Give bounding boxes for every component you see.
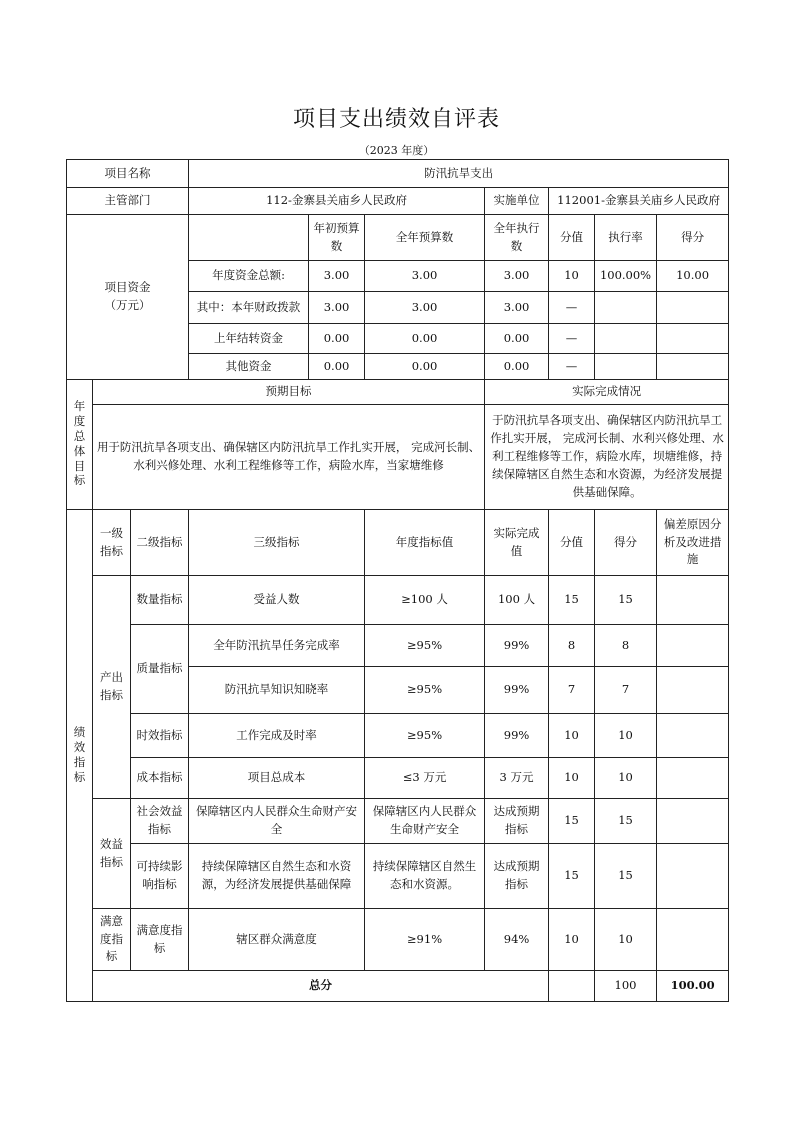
funds-label — [67, 215, 189, 380]
unit-label: 实施单位 — [485, 188, 549, 215]
funds-row-annual: 0.00 — [365, 354, 485, 380]
deviation-cell — [657, 799, 729, 844]
funds-row-rate — [595, 324, 657, 354]
indicator-row — [67, 799, 729, 844]
score-value-cell: 15 — [549, 576, 595, 625]
project-name-value: 防汛抗旱支出 — [189, 160, 729, 188]
indicator-row — [67, 758, 729, 799]
header-target: 年度指标值 — [365, 510, 485, 576]
level2-cell: 质量指标 — [131, 625, 189, 714]
score-value-cell: 15 — [549, 799, 595, 844]
header-level1: 一级指标 — [93, 510, 131, 576]
funds-row-executed: 0.00 — [485, 354, 549, 380]
score-value-cell: 10 — [549, 909, 595, 971]
deviation-cell — [657, 576, 729, 625]
target-cell: ≥95% — [365, 714, 485, 758]
page-subtitle: （2023 年度） — [358, 144, 435, 157]
funds-row-label: 其中：本年财政拨款 — [189, 292, 309, 324]
deviation-cell — [657, 758, 729, 799]
funds-header-score: 得分 — [657, 215, 729, 261]
funds-label-text: 项目资金 — [104, 280, 151, 295]
level3-cell: 全年防汛抗旱任务完成率 — [189, 625, 365, 667]
level1-cell: 满意度指标 — [93, 909, 131, 971]
actual-cell: 3 万元 — [485, 758, 549, 799]
goals-expected-text: 用于防汛抗旱各项支出、确保辖区内防汛抗旱工作扎实开展， 完成河长制、水利兴修处理、水利工程维修等工作，病险水库，当家塘维修 — [93, 405, 485, 510]
level3-cell: 持续保障辖区自然生态和水资源，为经济发展提供基础保障 — [189, 844, 365, 909]
level2-cell: 社会效益指标 — [131, 799, 189, 844]
deviation-cell — [657, 714, 729, 758]
target-cell: ≥91% — [365, 909, 485, 971]
level3-cell: 保障辖区内人民群众生命财产安全 — [189, 799, 365, 844]
goals-actual-text: 于防汛抗旱各项支出、确保辖区内防汛抗旱工作扎实开展， 完成河长制、水利兴修处理、水利工程维修等工作，病险水库，坝塘维修，持续保障辖区自然生态和水资源，为经济发展提供基础保障。 — [485, 405, 729, 510]
score-value-cell: 8 — [549, 625, 595, 667]
level3-cell: 项目总成本 — [189, 758, 365, 799]
total-score: 100.00 — [657, 971, 729, 1002]
header-level2: 二级指标 — [131, 510, 189, 576]
deviation-cell — [657, 625, 729, 667]
funds-header-score-value: 分值 — [549, 215, 595, 261]
header-actual: 实际完成值 — [485, 510, 549, 576]
funds-row-label: 上年结转资金 — [189, 324, 309, 354]
indicators-label-text: 绩效指标 — [73, 724, 86, 784]
target-cell: 持续保障辖区自然生态和水资源。 — [365, 844, 485, 909]
funds-row-score — [657, 324, 729, 354]
funds-header-rate: 执行率 — [595, 215, 657, 261]
actual-cell: 100 人 — [485, 576, 549, 625]
deviation-cell — [657, 844, 729, 909]
funds-row-annual: 0.00 — [365, 324, 485, 354]
funds-row-initial: 0.00 — [309, 324, 365, 354]
level3-cell: 工作完成及时率 — [189, 714, 365, 758]
score-cell: 15 — [595, 576, 657, 625]
target-cell: ≤3 万元 — [365, 758, 485, 799]
funds-row-score: 10.00 — [657, 261, 729, 292]
level3-cell: 受益人数 — [189, 576, 365, 625]
level3-cell: 防汛抗旱知识知晓率 — [189, 667, 365, 714]
total-score-value: 100 — [595, 971, 657, 1002]
funds-row-score — [657, 292, 729, 324]
target-cell: 保障辖区内人民群众生命财产安全 — [365, 799, 485, 844]
evaluation-table — [66, 159, 729, 1002]
deviation-cell — [657, 667, 729, 714]
funds-header-executed: 全年执行数 — [485, 215, 549, 261]
score-cell: 10 — [595, 714, 657, 758]
actual-cell: 达成预期指标 — [485, 799, 549, 844]
indicator-row — [67, 909, 729, 971]
score-cell: 15 — [595, 844, 657, 909]
funds-row-score-value: — — [549, 354, 595, 380]
header-score-value: 分值 — [549, 510, 595, 576]
funds-row-executed: 3.00 — [485, 292, 549, 324]
header-score: 得分 — [595, 510, 657, 576]
funds-row-annual: 3.00 — [365, 292, 485, 324]
unit-value: 112001-金寨县关庙乡人民政府 — [549, 188, 729, 215]
indicator-row — [67, 576, 729, 625]
indicator-row — [67, 844, 729, 909]
funds-header-annual: 全年预算数 — [365, 215, 485, 261]
goals-label-text: 年度总体目标 — [73, 398, 86, 488]
target-cell: ≥95% — [365, 625, 485, 667]
funds-row-annual: 3.00 — [365, 261, 485, 292]
indicator-row — [67, 714, 729, 758]
actual-cell: 94% — [485, 909, 549, 971]
funds-row-score-value: 10 — [549, 261, 595, 292]
funds-unit-text: （万元） — [104, 298, 151, 312]
funds-row-label: 年度资金总额: — [189, 261, 309, 292]
score-value-cell: 7 — [549, 667, 595, 714]
score-value-cell: 10 — [549, 758, 595, 799]
funds-row-rate — [595, 292, 657, 324]
level1-cell: 产出指标 — [93, 576, 131, 799]
score-cell: 7 — [595, 667, 657, 714]
indicator-row — [67, 625, 729, 667]
score-cell: 10 — [595, 909, 657, 971]
level1-cell: 效益指标 — [93, 799, 131, 909]
project-name-label: 项目名称 — [67, 160, 189, 188]
level2-cell: 可持续影响指标 — [131, 844, 189, 909]
level2-cell: 时效指标 — [131, 714, 189, 758]
funds-row-label: 其他资金 — [189, 354, 309, 380]
level2-cell: 成本指标 — [131, 758, 189, 799]
level2-cell: 满意度指标 — [131, 909, 189, 971]
score-value-cell: 10 — [549, 714, 595, 758]
indicators-label — [67, 510, 93, 1002]
score-value-cell: 15 — [549, 844, 595, 909]
header-deviation: 偏差原因分析及改进措施 — [657, 510, 729, 576]
dept-label: 主管部门 — [67, 188, 189, 215]
funds-header-initial: 年初预算数 — [309, 215, 365, 261]
funds-row-score — [657, 354, 729, 380]
dept-value: 112-金寨县关庙乡人民政府 — [189, 188, 485, 215]
funds-row-rate: 100.00% — [595, 261, 657, 292]
header-level3: 三级指标 — [189, 510, 365, 576]
goals-label — [67, 380, 93, 510]
actual-cell: 99% — [485, 625, 549, 667]
funds-header-blank — [189, 215, 309, 261]
actual-cell: 达成预期指标 — [485, 844, 549, 909]
score-cell: 8 — [595, 625, 657, 667]
funds-row-score-value: — — [549, 324, 595, 354]
total-label: 总分 — [93, 971, 549, 1002]
funds-row-initial: 3.00 — [309, 261, 365, 292]
total-blank — [549, 971, 595, 1002]
total-row — [67, 971, 729, 1002]
target-cell: ≥95% — [365, 667, 485, 714]
goals-actual-header: 实际完成情况 — [485, 380, 729, 405]
score-cell: 15 — [595, 799, 657, 844]
deviation-cell — [657, 909, 729, 971]
funds-row-rate — [595, 354, 657, 380]
page-title: 项目支出绩效自评表 — [292, 107, 500, 132]
target-cell: ≥100 人 — [365, 576, 485, 625]
funds-row-executed: 0.00 — [485, 324, 549, 354]
funds-row-initial: 3.00 — [309, 292, 365, 324]
funds-row-executed: 3.00 — [485, 261, 549, 292]
level3-cell: 辖区群众满意度 — [189, 909, 365, 971]
funds-row-initial: 0.00 — [309, 354, 365, 380]
funds-row-score-value: — — [549, 292, 595, 324]
level2-cell: 数量指标 — [131, 576, 189, 625]
actual-cell: 99% — [485, 714, 549, 758]
score-cell: 10 — [595, 758, 657, 799]
goals-expected-header: 预期目标 — [93, 380, 485, 405]
actual-cell: 99% — [485, 667, 549, 714]
